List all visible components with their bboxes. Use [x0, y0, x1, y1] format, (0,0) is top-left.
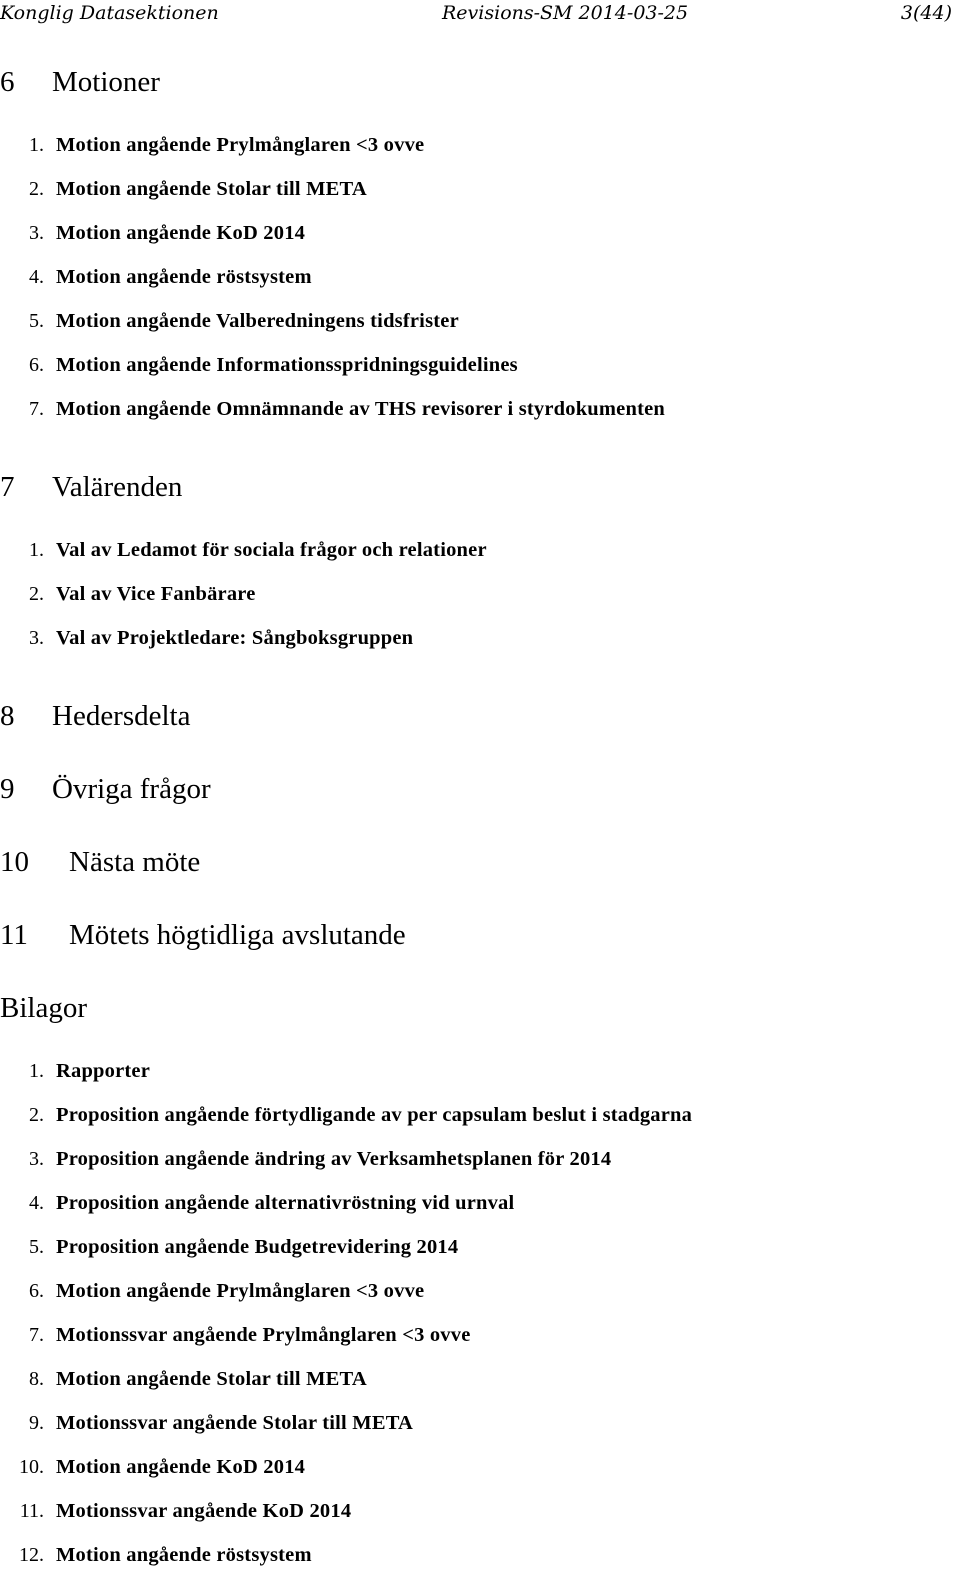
list-item-text: Motion angående Informationsspridningsguidelines — [56, 354, 518, 376]
list-item-text: Motion angående röstsystem — [56, 266, 312, 288]
bilagor-list — [0, 1060, 960, 1588]
list-item-text: Rapporter — [56, 1060, 151, 1082]
section-heading-valarenden — [0, 471, 182, 504]
list-item-text: Motionssvar angående Prylmånglaren <3 ovve — [56, 1324, 471, 1346]
list-item-number: 2. — [29, 178, 44, 200]
list-item-number: 4. — [29, 1192, 44, 1214]
list-item-text: Motion angående röstsystem — [56, 1544, 312, 1566]
list-item-number: 3. — [29, 627, 44, 649]
header-page-number: 3(44) — [900, 2, 952, 24]
list-item-text: Proposition angående ändring av Verksamhetsplanen för 2014 — [56, 1148, 612, 1170]
section-title: Hedersdelta — [52, 700, 191, 732]
list-item-number: 7. — [29, 1324, 44, 1346]
list-item-text: Val av Projektledare: Sångboksgruppen — [56, 627, 414, 649]
list-item-text: Val av Vice Fanbärare — [56, 583, 256, 605]
list-item — [0, 1500, 960, 1544]
list-item-number: 2. — [29, 1104, 44, 1126]
header-organization: Konglig Datasektionen — [0, 2, 219, 24]
list-item-number: 3. — [29, 1148, 44, 1170]
section-title: Övriga frågor — [52, 773, 211, 805]
list-item — [0, 266, 960, 310]
section-title: Nästa möte — [69, 846, 201, 878]
section-number: 7 — [0, 471, 15, 503]
list-item-text: Motion angående Omnämnande av THS revisorer i styrdokumenten — [56, 398, 666, 420]
list-item-number: 1. — [29, 134, 44, 156]
section-title: Mötets högtidliga avslutande — [69, 919, 406, 951]
list-item — [0, 1060, 960, 1104]
list-item — [0, 539, 960, 583]
list-item-text: Motion angående Stolar till META — [56, 1368, 367, 1390]
section-title: Motioner — [52, 66, 160, 98]
list-item — [0, 1236, 960, 1280]
list-item — [0, 222, 960, 266]
list-item-text: Motion angående KoD 2014 — [56, 222, 306, 244]
list-item-text: Motion angående Prylmånglaren <3 ovve — [56, 1280, 425, 1302]
list-item-text: Proposition angående Budgetrevidering 2014 — [56, 1236, 459, 1258]
list-item — [0, 1280, 960, 1324]
section-number: 8 — [0, 700, 15, 732]
list-item-number: 10. — [19, 1456, 44, 1478]
section-number: 10 — [0, 846, 29, 878]
list-item — [0, 1324, 960, 1368]
list-item-number: 5. — [29, 1236, 44, 1258]
list-item-number: 1. — [29, 1060, 44, 1082]
list-item-number: 12. — [19, 1544, 44, 1566]
list-item-text: Motion angående KoD 2014 — [56, 1456, 306, 1478]
list-item — [0, 1104, 960, 1148]
header-document-title: Revisions-SM 2014-03-25 — [442, 2, 689, 24]
section-title: Valärenden — [52, 471, 183, 503]
section-number: 6 — [0, 66, 15, 98]
section-number: 9 — [0, 773, 15, 805]
list-item — [0, 583, 960, 627]
list-item-text: Proposition angående alternativröstning vid urnval — [56, 1192, 515, 1214]
section-heading-hedersdelta — [0, 700, 191, 733]
list-item — [0, 310, 960, 354]
list-item — [0, 178, 960, 222]
list-item-number: 5. — [29, 310, 44, 332]
list-item-number: 11. — [19, 1500, 44, 1522]
list-item-number: 1. — [29, 539, 44, 561]
motioner-list — [0, 134, 960, 442]
list-item — [0, 1368, 960, 1412]
list-item-text: Proposition angående förtydligande av per capsulam beslut i stadgarna — [56, 1104, 693, 1126]
page-header — [0, 0, 952, 28]
list-item — [0, 1456, 960, 1500]
section-heading-nasta-mote — [0, 846, 200, 879]
list-item — [0, 627, 960, 671]
list-item — [0, 1192, 960, 1236]
section-heading-bilagor — [0, 992, 87, 1025]
list-item — [0, 1148, 960, 1192]
list-item — [0, 1544, 960, 1588]
section-heading-motets-avslutande — [0, 919, 406, 952]
list-item-number: 4. — [29, 266, 44, 288]
list-item-number: 8. — [29, 1368, 44, 1390]
section-title: Bilagor — [0, 992, 87, 1024]
list-item-number: 7. — [29, 398, 44, 420]
list-item-text: Motion angående Stolar till META — [56, 178, 367, 200]
list-item — [0, 354, 960, 398]
list-item-number: 2. — [29, 583, 44, 605]
list-item-text: Motion angående Prylmånglaren <3 ovve — [56, 134, 425, 156]
section-number: 11 — [0, 919, 28, 951]
list-item — [0, 1412, 960, 1456]
list-item-number: 6. — [29, 354, 44, 376]
section-heading-motioner — [0, 66, 160, 99]
list-item-number: 9. — [29, 1412, 44, 1434]
valarenden-list — [0, 539, 960, 671]
list-item-text: Motion angående Valberedningens tidsfrister — [56, 310, 459, 332]
list-item-text: Val av Ledamot för sociala frågor och relationer — [56, 539, 487, 561]
list-item — [0, 398, 960, 442]
list-item-text: Motionssvar angående KoD 2014 — [56, 1500, 352, 1522]
list-item-number: 6. — [29, 1280, 44, 1302]
list-item-text: Motionssvar angående Stolar till META — [56, 1412, 414, 1434]
list-item-number: 3. — [29, 222, 44, 244]
section-heading-ovriga-fragor — [0, 773, 211, 806]
list-item — [0, 134, 960, 178]
